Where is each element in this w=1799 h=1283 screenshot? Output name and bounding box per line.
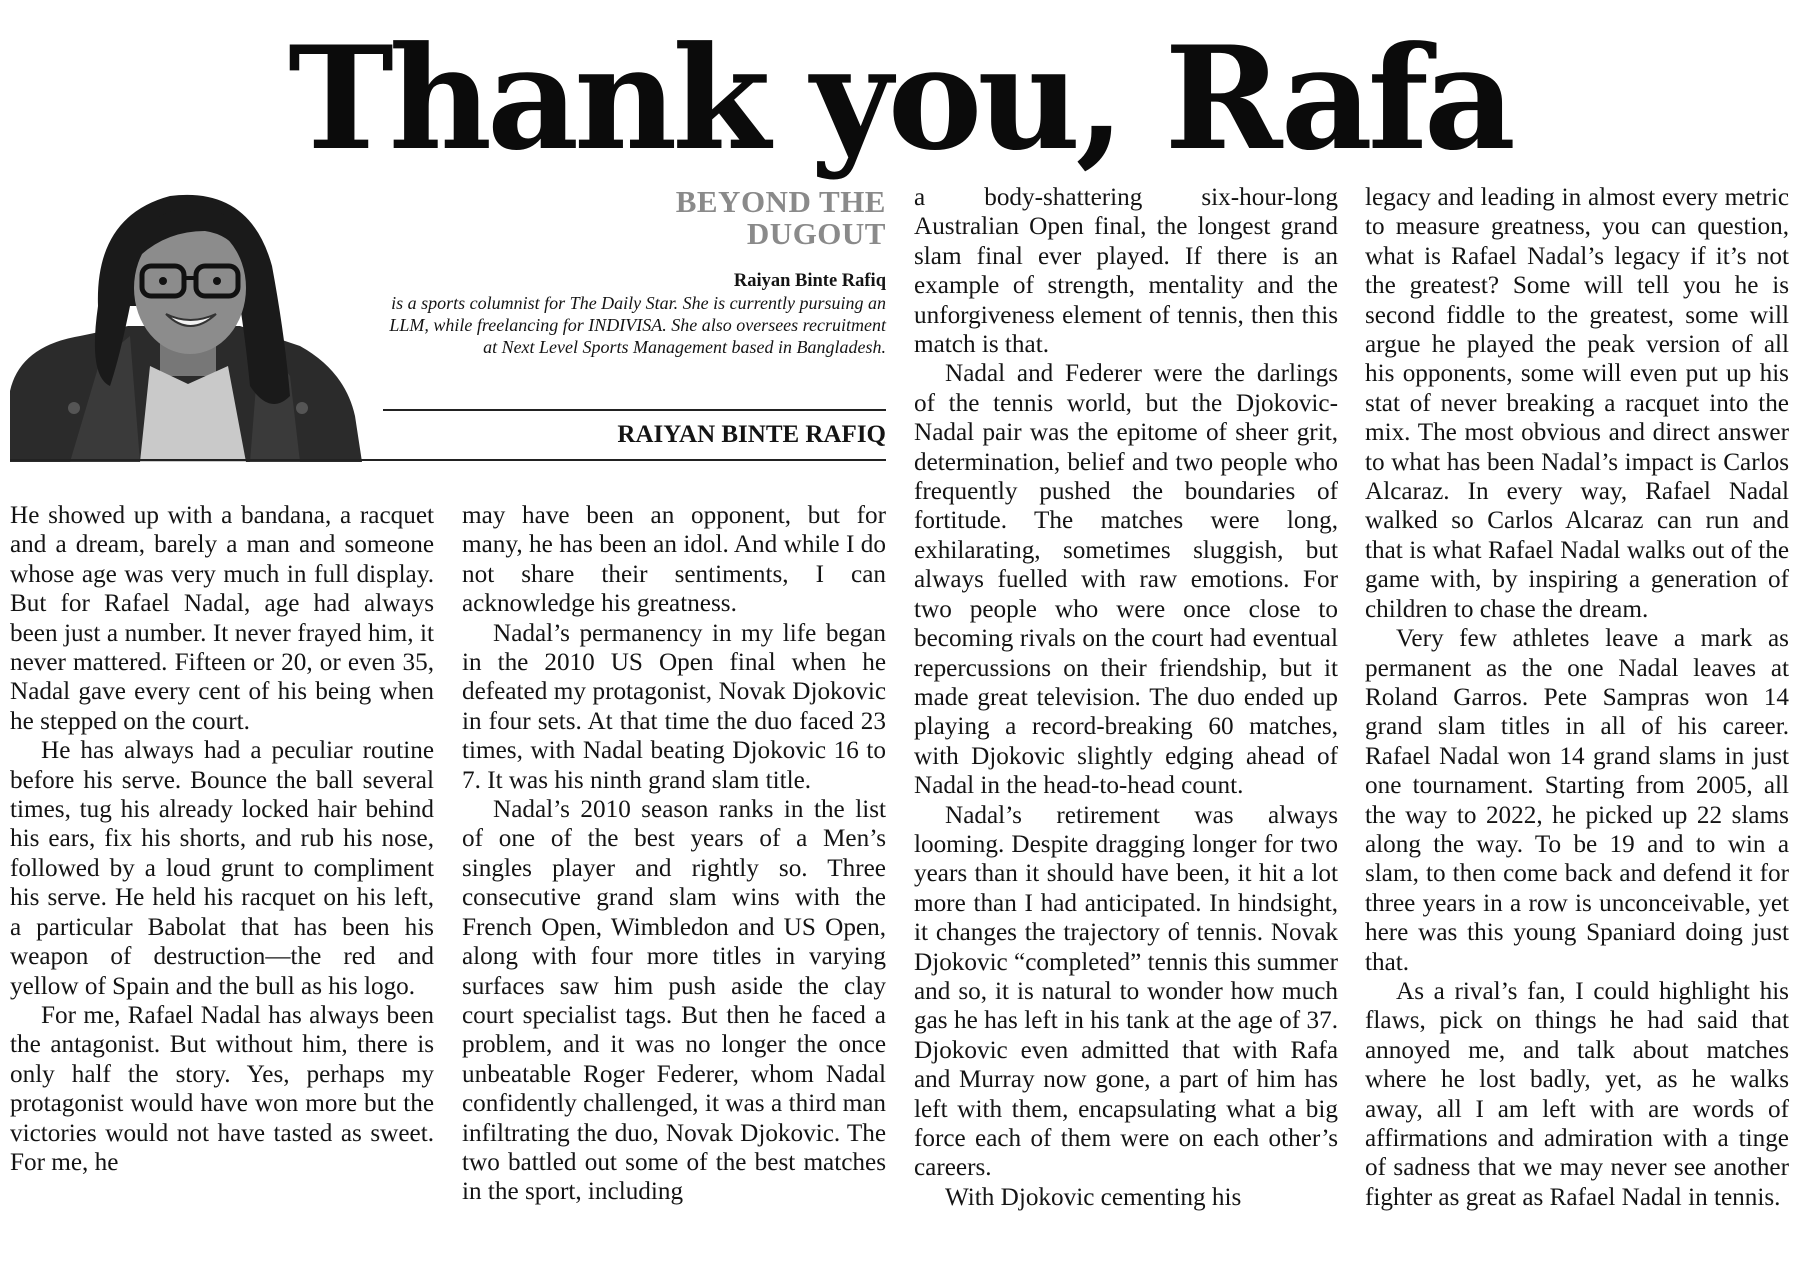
paragraph: Nadal’s permanency in my life began in the 2010 US Open final when he defeated my protagonist, Novak Djokovic in four sets. At that time the duo faced 23 times, with Nadal beating Djokovic 16 to 7. It was his ninth grand slam title. <box>462 619 886 794</box>
article-column-1 <box>10 501 434 1177</box>
paragraph: Very few athletes leave a mark as permanent as the one Nadal leaves at Roland Garros. Pete Sampras won 14 grand slam titles in all of his career. Rafael Nadal won 14 grand slams in just one tournament. Starting from 2005, all the way to 2022, he picked up 22 slams along the way. To be 19 and to win a slam, to then come back and defend it for three years in a row is unconceivable, yet here was this young Spaniard doing just that. <box>1365 625 1789 976</box>
paragraph: As a rival’s fan, I could highlight his flaws, pick on things he had said that annoyed me, and talk about matches where he lost badly, yet, as he walks away, all I am left with are words of affirmations and admiration with a tinge of sadness that we may never see another fighter as great as Rafael Nadal in tennis. <box>1365 977 1789 1211</box>
paragraph: Nadal’s retirement was always looming. Despite dragging longer for two years than it should have been, it hit a lot more than I had anticipated. In hindsight, it changes the trajectory of tennis. Novak Djokovic “completed” tennis this summer and so, it is natural to wonder how much gas he has left in his tank at the age of 37. Djokovic even admitted that with Rafa and Murray now gone, a part of him has left with them, encapsulating what a big force each of them were on each other’s careers. <box>914 801 1338 1182</box>
paragraph: He showed up with a bandana, a racquet and a dream, barely a man and someone whose age was very much in full display. But for Rafael Nadal, age had always been just a number. It never frayed him, it never mattered. Fifteen or 20, or even 35, Nadal gave every cent of his being when he stepped on the court. <box>10 502 434 735</box>
column-info <box>380 186 886 358</box>
article-column-4 <box>1365 183 1789 1212</box>
author-photo <box>10 186 398 462</box>
byline-rule-bottom <box>10 459 886 461</box>
article-column-3 <box>914 183 1338 1212</box>
paragraph: For me, Rafael Nadal has always been the antagonist. But without him, there is only half the story. Yes, perhaps my protagonist would have won more but the victories would not have tasted as sweet. For me, he <box>10 1001 434 1176</box>
article-column-2 <box>462 501 886 1207</box>
author-photo-illustration <box>10 186 398 462</box>
byline: RAIYAN BINTE RAFIQ <box>617 421 886 448</box>
paragraph: a body-shattering six-hour-long Australian Open final, the longest grand slam final ever played. If there is an example of strength, mentality and the unforgiveness element of tennis, then this match is that. <box>914 184 1338 359</box>
author-name: Raiyan Binte Rafiq <box>733 271 886 291</box>
paragraph: With Djokovic cementing his <box>945 1183 1242 1211</box>
byline-rule-top <box>383 409 886 411</box>
paragraph: legacy and leading in almost every metric to measure greatness, you can question, what is Rafael Nadal’s legacy if it’s not the greatest? Some will tell you he is second fiddle to the greatest, some will argue he played the peak version of all his opponents, some will even put up his stat of never breaking a racquet into the mix. The most obvious and direct answer to what has been Nadal’s impact is Carlos Alcaraz. In every way, Rafael Nadal walked so Carlos Alcaraz can run and that is what Rafael Nadal walks out of the game with, by inspiring a generation of children to chase the dream. <box>1365 184 1789 623</box>
headline: Thank you, Rafa <box>288 16 1511 182</box>
paragraph: Nadal’s 2010 season ranks in the list of one of the best years of a Men’s singles player and rightly so. Three consecutive grand slam wins with the French Open, Wimbledon and US Open, along with four more titles in varying surfaces saw him push aside the clay court specialist tags. But then he faced a problem, and it was no longer the once unbeatable Roger Federer, whom Nadal confidently challenged, it was a third man infiltrating the duo, Novak Djokovic. The two battled out some of the best matches in the sport, including <box>462 796 886 1206</box>
column-name: BEYOND THE DUGOUT <box>675 184 886 251</box>
paragraph: He has always had a peculiar routine before his serve. Bounce the ball several times, tug his already locked hair behind his ears, fix his shorts, and rub his nose, followed by a loud grunt to compliment his serve. He held his racquet on his left, a particular Babolat that has been his weapon of destruction—the red and yellow of Spain and the bull as his logo. <box>10 737 434 1000</box>
author-bio: is a sports columnist for The Daily Star. She is currently pursuing an LLM, while freelancing for INDIVISA. She also oversees recruitment at Next Level Sports Management based in Bangladesh. <box>389 293 886 357</box>
paragraph: Nadal and Federer were the darlings of the tennis world, but the Djokovic-Nadal pair was the epitome of sheer grit, determination, belief and two people who frequently pushed the boundaries of fortitude. The matches were long, exhilarating, sometimes sluggish, but always fuelled with raw emotions. For two people who were once close to becoming rivals on the court had eventual repercussions on their friendship, but it made great television. The duo ended up playing a record-breaking 60 matches, with Djokovic slightly edging ahead of Nadal in the head-to-head count. <box>914 360 1338 800</box>
paragraph: may have been an opponent, but for many, he has been an idol. And while I do not share their sentiments, I can acknowledge his greatness. <box>462 502 886 618</box>
